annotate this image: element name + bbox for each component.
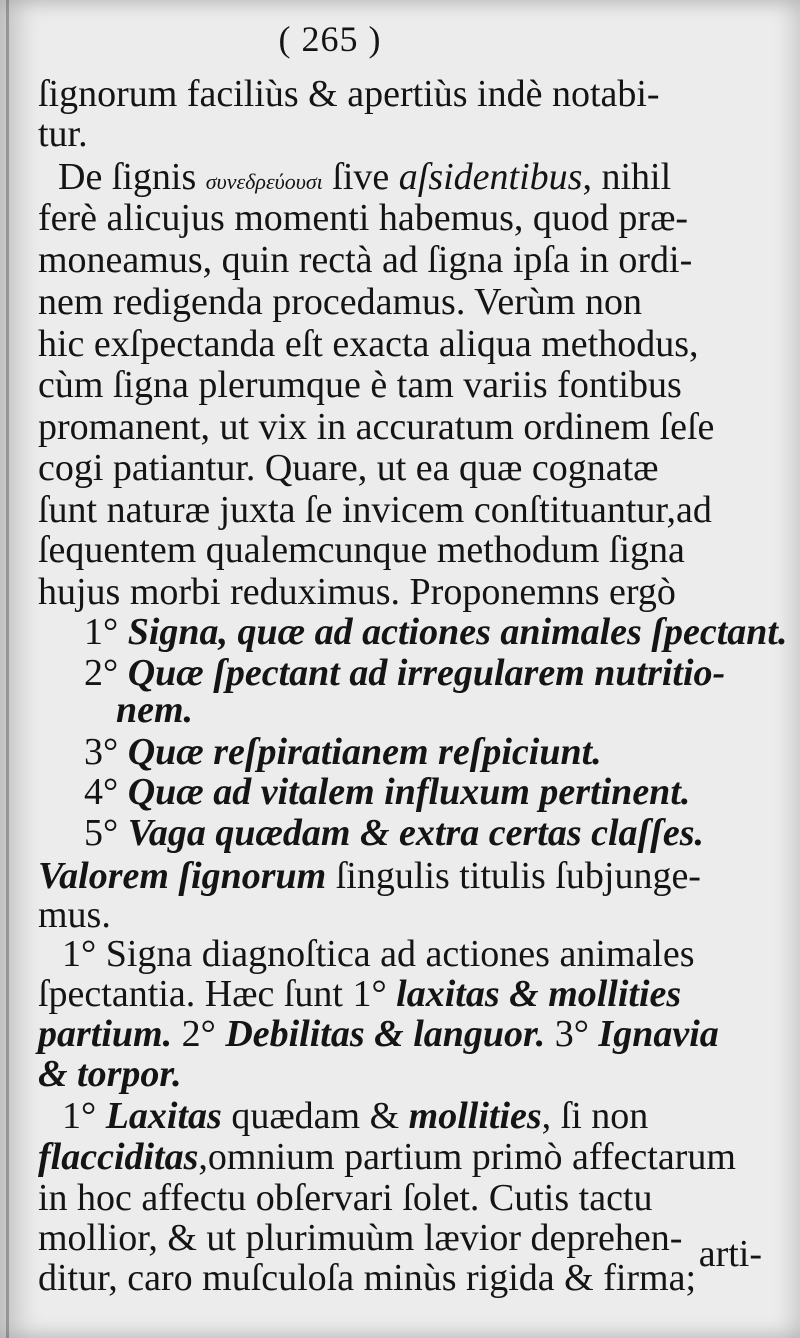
text-line [38, 196, 688, 240]
text-line [38, 528, 685, 572]
text-run: laxitas & mollities [396, 973, 682, 1015]
text-run: & torpor. [38, 1053, 182, 1095]
text-run: ſequentem qualemcunque methodum ſigna [38, 529, 685, 571]
text-run: 1° [62, 1095, 106, 1137]
text-line [38, 972, 681, 1016]
text-line [38, 363, 682, 407]
text-run: in hoc affectu obſervari ſolet. Cutis tactu [38, 1177, 653, 1219]
text-run: De ſignis [58, 156, 206, 198]
text-run: ditur, caro muſculoſa minùs rigida & firma; [38, 1257, 697, 1299]
text-line [38, 238, 692, 282]
page-edge-shadow [6, 0, 9, 1338]
text-run: ſunt naturæ juxta ſe invicem conſtituantur,ad [38, 489, 712, 531]
text-line [38, 1216, 682, 1260]
text-run: συνεδρεύουσι [205, 169, 323, 194]
text-run: 5° [84, 812, 128, 854]
text-run: moneamus, quin rectà ad ſigna ipſa in ordi- [38, 239, 693, 281]
text-run: partium. [38, 1013, 173, 1055]
text-run: nem. [116, 689, 194, 731]
text-run: Quæ reſpiratianem reſpiciunt. [127, 731, 602, 773]
text-run: Laxitas [105, 1095, 222, 1137]
text-line [84, 811, 704, 855]
text-run: Vaga quædam & extra certas claſſes. [127, 812, 704, 854]
text-run: ſignorum faciliùs & apertiùs indè notabi- [38, 73, 660, 115]
text-line [38, 1012, 719, 1056]
text-run: aſsidentibus [398, 156, 583, 198]
text-run: Valorem ſignorum [38, 855, 327, 897]
text-run: promanent, ut vix in accuratum ordinem ſeſe [38, 406, 715, 448]
text-run: mollities [408, 1095, 542, 1137]
text-run: mollior, & ut plurimuùm lævior deprehen- [38, 1217, 683, 1259]
text-run: mus. [38, 894, 111, 936]
text-run: cogi patiantur. Quare, ut ea quæ cognatæ [38, 447, 659, 489]
text-line [38, 446, 659, 490]
text-line [38, 280, 642, 324]
text-line [38, 488, 712, 532]
text-line [38, 570, 676, 614]
text-line [38, 854, 701, 898]
text-line [84, 770, 690, 814]
page-number: ( 265 ) [278, 19, 382, 59]
catchword: arti- [698, 1233, 762, 1275]
text-run: Quæ ſpectant ad irregularem nutritio- [127, 652, 726, 694]
text-line [38, 322, 699, 366]
text-line [38, 1176, 653, 1220]
text-line [38, 72, 660, 116]
text-line [84, 730, 602, 774]
text-line [38, 112, 88, 156]
text-line [62, 1094, 648, 1138]
text-run: quædam & [221, 1095, 409, 1137]
text-line [38, 893, 111, 937]
text-run: 1° Signa diagnoſtica ad actiones animales [62, 933, 695, 975]
text-line [38, 1052, 182, 1096]
text-run: ferè alicujus momenti habemus, quod præ- [38, 197, 689, 239]
text-run: , nihil [582, 156, 672, 198]
text-line [38, 1135, 736, 1179]
text-run: Signa, quæ ad actiones animales ſpectant. [127, 611, 788, 653]
text-run: 2° [84, 652, 128, 694]
text-run: , ſi non [541, 1095, 649, 1137]
text-line [116, 688, 193, 732]
text-run: tur. [38, 113, 88, 155]
text-line [38, 1256, 696, 1300]
text-run: hic exſpectanda eſt exacta aliqua methodus, [38, 323, 699, 365]
text-run: Ignavia [598, 1013, 719, 1055]
text-run: 3° [545, 1013, 599, 1055]
text-line [38, 405, 714, 449]
text-run: Quæ ad vitalem influxum pertinent. [127, 771, 691, 813]
text-run: ,omnium partium primò affectarum [198, 1136, 736, 1178]
text-run: 4° [84, 771, 128, 813]
text-run: 2° [172, 1013, 226, 1055]
text-run: ſingulis titulis ſubjunge- [326, 855, 701, 897]
text-run: 1° [84, 611, 128, 653]
text-line [62, 932, 695, 976]
text-run: nem redigenda procedamus. Verùm non [38, 281, 642, 323]
text-run: ſive [322, 156, 399, 198]
text-run: Debilitas & languor. [225, 1013, 546, 1055]
text-run: cùm ſigna plerumque è tam variis fontibus [38, 364, 682, 406]
text-line [84, 610, 787, 654]
text-run: flacciditas [38, 1136, 199, 1178]
text-run: 3° [84, 731, 128, 773]
text-run: ſpectantia. Hæc ſunt 1° [38, 973, 397, 1015]
text-run: hujus morbi reduximus. Proponemns ergò [38, 571, 676, 613]
